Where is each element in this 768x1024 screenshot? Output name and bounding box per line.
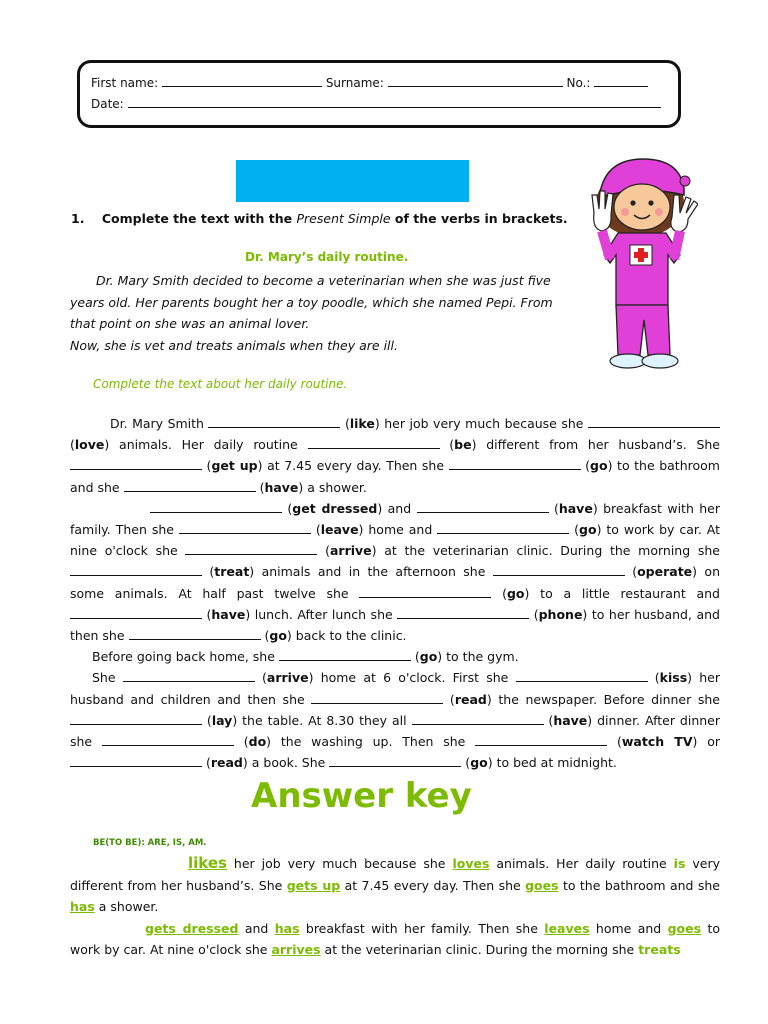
left-glove: [592, 191, 613, 231]
answer-word: goes: [667, 920, 702, 936]
answer-blank[interactable]: [208, 416, 340, 428]
first-name-label: First name:: [91, 76, 159, 90]
date-row: [91, 94, 668, 115]
left-shoe: [610, 354, 646, 368]
right-glove: [671, 195, 698, 232]
answer-blank[interactable]: [70, 564, 202, 576]
answer-blank[interactable]: [359, 586, 491, 598]
answer-paragraph-1: likes her job very much because she loves animals. Her daily routine is very different from her husband’s. She gets up at 7.45 every day. Then she goes to the bathroom and she has a shower.: [70, 854, 720, 914]
exercise-instruction: [71, 211, 568, 226]
date-field[interactable]: [128, 95, 661, 108]
answer-blank[interactable]: [437, 522, 569, 534]
name-row: [91, 73, 668, 94]
answer-blank[interactable]: [70, 755, 202, 767]
surname-field[interactable]: [388, 74, 563, 87]
answer-blank[interactable]: [449, 458, 581, 470]
answer-blank[interactable]: [311, 692, 443, 704]
answer-word: leaves: [544, 920, 590, 936]
answer-word: gets dressed: [145, 920, 239, 936]
answer-word: treats: [638, 942, 681, 957]
instruction-text-1: Complete the text with the: [101, 211, 297, 226]
exercise-paragraph-3: Before going back home, she (go) to the gym.: [92, 649, 519, 665]
answer-word: has: [70, 899, 95, 914]
answer-blank[interactable]: [179, 522, 311, 534]
answer-blank[interactable]: [185, 543, 317, 555]
answer-blank[interactable]: [417, 501, 549, 513]
vet-girl-illustration: [588, 155, 698, 373]
scrub-top: [604, 233, 680, 305]
answer-word: arrives: [271, 942, 321, 957]
exercise-paragraph-4: She (arrive) home at 6 o'clock. First she (kiss) her husband and children and then she (read) the newspaper. Before dinner she (lay) the table. At 8.30 they all (have) dinner. After dinner she (do) the washing up. Then she (watch TV) or (read) a book. She (go) to bed at midnight.: [70, 670, 721, 771]
answer-blank[interactable]: [70, 607, 202, 619]
to-be-note: BE(TO BE): ARE, IS, AM.: [93, 838, 207, 848]
answer-word: likes: [188, 854, 227, 872]
number-field[interactable]: [594, 74, 648, 87]
cap-bow: [680, 176, 690, 186]
answer-blank[interactable]: [588, 416, 720, 428]
answer-paragraph-2: gets dressed and has breakfast with her family. Then she leaves home and goes to work by car. At nine o'clock she arrives at the veterinarian clinic. During the morning she treats: [70, 920, 720, 957]
answer-blank[interactable]: [102, 734, 234, 746]
answer-word: loves: [452, 856, 490, 871]
instruction-emphasis: Present Simple: [296, 211, 391, 226]
answer-blank[interactable]: [516, 670, 648, 682]
answer-blank[interactable]: [124, 480, 256, 492]
answer-blank[interactable]: [329, 755, 461, 767]
answer-word: goes: [525, 877, 559, 893]
first-name-field[interactable]: [162, 74, 322, 87]
answer-blank[interactable]: [123, 670, 255, 682]
exercise-number: 1.: [71, 211, 85, 226]
answer-blank[interactable]: [129, 628, 261, 640]
answer-key-text: [70, 853, 720, 961]
exercise-text: [70, 413, 720, 773]
intro-paragraph: Now, she is vet and treats animals when they are ill.: [70, 337, 398, 353]
answer-blank[interactable]: [70, 458, 202, 470]
sub-instruction: Complete the text about her daily routine.: [93, 377, 348, 391]
answer-key-title: Answer key: [251, 776, 472, 816]
intro-text: [70, 270, 570, 356]
instruction-text-2: of the verbs in brackets.: [390, 211, 568, 226]
answer-word: is: [673, 856, 686, 871]
exercise-paragraph-1: Dr. Mary Smith (like) her job very much because she (love) animals. Her daily routine (be) different from her husband’s. She (get up) at 7.45 every day. Then she (go) to the bathroom and she (have) a shower.: [70, 416, 720, 495]
right-shoe: [642, 354, 678, 368]
answer-word: gets up: [286, 877, 341, 893]
answer-word: has: [274, 920, 300, 936]
number-label: No.:: [566, 76, 591, 90]
answer-blank[interactable]: [150, 501, 282, 513]
scrub-pants: [616, 305, 670, 355]
answer-blank[interactable]: [412, 713, 544, 725]
title-banner: [236, 160, 469, 202]
answer-blank[interactable]: [475, 734, 607, 746]
answer-blank[interactable]: [308, 437, 440, 449]
answer-blank[interactable]: [493, 564, 625, 576]
face: [614, 184, 670, 230]
date-label: Date:: [91, 97, 124, 111]
surname-label: Surname:: [325, 76, 384, 90]
student-info-box: [77, 60, 681, 128]
answer-blank[interactable]: [397, 607, 529, 619]
exercise-paragraph-2: (get dressed) and (have) breakfast with her family. Then she (leave) home and (go) to work by car. At nine o'clock she (arrive) at the veterinarian clinic. During the morning she (treat) animals and in the afternoon she (operate) on some animals. At half past twelve she (go) to a little restaurant and (have) lunch. After lunch she (phone) to her husband, and then she (go) back to the clinic.: [70, 500, 721, 644]
answer-blank[interactable]: [279, 649, 411, 661]
story-title: Dr. Mary’s daily routine.: [245, 250, 409, 264]
intro-paragraph: Dr. Mary Smith decided to become a veterinarian when she was just five years old. Her parents bought her a toy poodle, which she named Pepi. From that point on she was an animal lover.: [70, 273, 553, 331]
answer-blank[interactable]: [70, 713, 202, 725]
